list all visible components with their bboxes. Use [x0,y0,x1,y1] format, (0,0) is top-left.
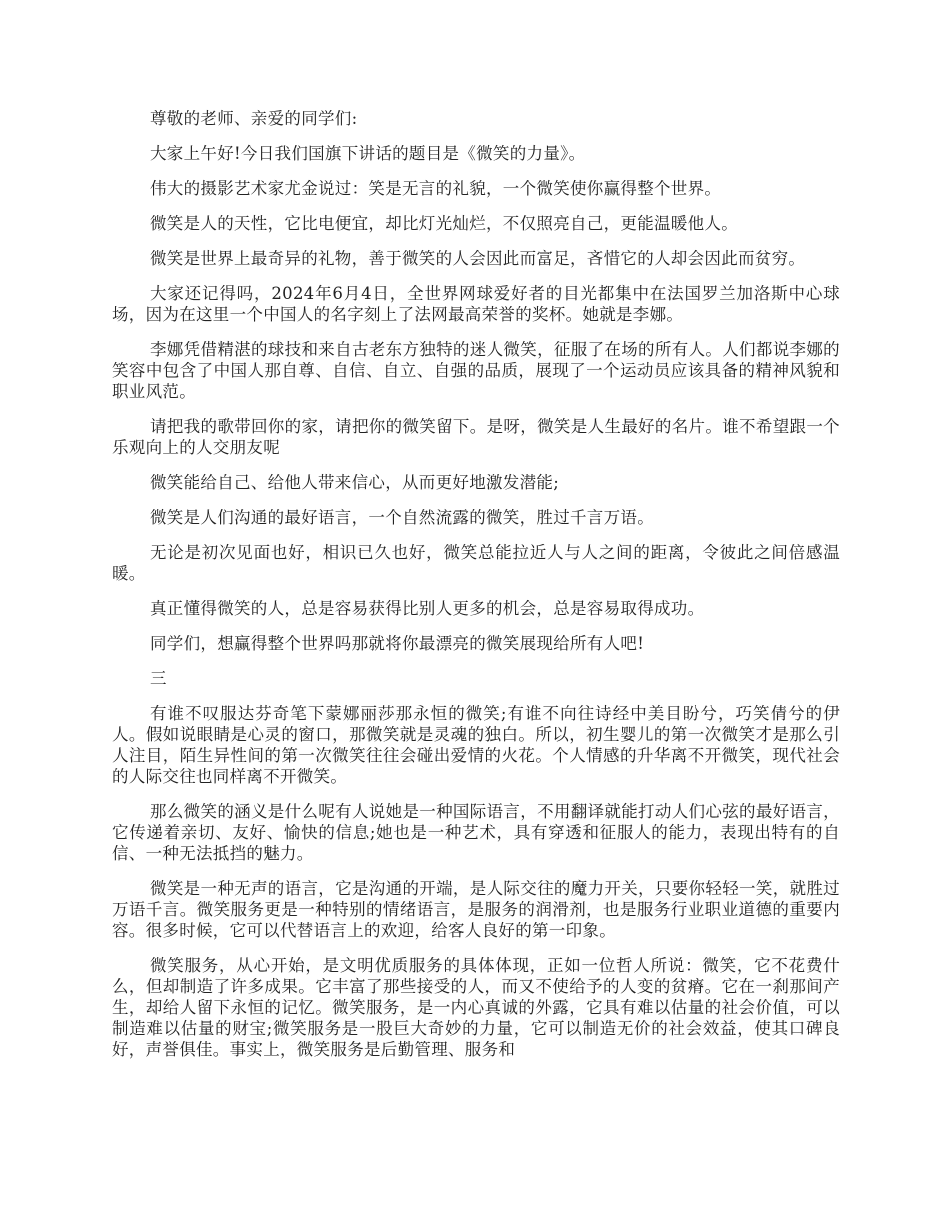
body-paragraph: 微笑是世界上最奇异的礼物，善于微笑的人会因此而富足，吝惜它的人却会因此而贫穷。 [150,249,806,268]
body-paragraph: 请把我的歌带回你的家，请把你的微笑留下。是呀，微笑是人生最好的名片。谁不希望跟一个乐观向上的人交朋友呢 [112,417,840,457]
body-paragraph: 微笑是一种无声的语言，它是沟通的开端，是人际交往的魔力开关，只要你轻轻一笑，就胜过万语千言。微笑服务更是一种特别的情绪语言，是服务的润滑剂，也是服务行业职业道德的重要内容。很多时候，它可以代替语言上的欢迎，给客人良好的第一印象。 [112,879,840,940]
body-paragraph: 李娜凭借精湛的球技和来自古老东方独特的迷人微笑，征服了在场的所有人。人们都说李娜的笑容中包含了中国人那自尊、自信、自立、自强的品质，展现了一个运动员应该具备的精神风貌和职业风范。 [112,340,840,401]
section-number: 三 [150,669,167,688]
body-paragraph: 大家还记得吗，2024年6月4日，全世界网球爱好者的目光都集中在法国罗兰加洛斯中心球场，因为在这里一个中国人的名字刻上了法网最高荣誉的奖杯。她就是李娜。 [112,284,840,324]
title-paragraph: 大家上午好!今日我们国旗下讲话的题目是《微笑的力量》。 [150,144,586,163]
body-paragraph: 真正懂得微笑的人，总是容易获得比别人更多的机会，总是容易取得成功。 [150,599,705,618]
body-paragraph: 同学们，想赢得整个世界吗那就将你最漂亮的微笑展现给所有人吧! [150,634,645,653]
body-paragraph: 无论是初次见面也好，相识已久也好，微笑总能拉近人与人之间的距离，令彼此之间倍感温暖。 [112,543,840,583]
document-body [112,108,840,1074]
body-paragraph: 微笑能给自己、给他人带来信心，从而更好地激发潜能; [150,473,560,492]
body-paragraph: 微笑服务，从心开始，是文明优质服务的具体体现，正如一位哲人所说：微笑，它不花费什么，但却制造了许多成果。它丰富了那些接受的人，而又不使给予的人变的贫瘠。它在一刹那间产生，却给人留下永恒的记忆。微笑服务，是一内心真诚的外露，它具有难以估量的社会价值，可以制造难以估量的财宝;微笑服务是一股巨大奇妙的力量，它可以制造无价的社会效益，使其口碑良好，声誉俱佳。事实上，微笑服务是后勤管理、服务和 [112,956,840,1059]
greeting-paragraph: 尊敬的老师、亲爱的同学们: [150,109,358,128]
body-paragraph: 微笑是人的天性，它比电便宜，却比灯光灿烂，不仅照亮自己，更能温暖他人。 [150,214,738,233]
body-paragraph: 那么微笑的涵义是什么呢有人说她是一种国际语言，不用翻译就能打动人们心弦的最好语言，它传递着亲切、友好、愉快的信息;她也是一种艺术，具有穿透和征服人的能力，表现出特有的自信、一种无法抵挡的魅力。 [112,802,840,863]
body-paragraph: 伟大的摄影艺术家尤金说过：笑是无言的礼貌，一个微笑使你赢得整个世界。 [150,179,722,198]
body-paragraph: 微笑是人们沟通的最好语言，一个自然流露的微笑，胜过千言万语。 [150,508,654,527]
body-paragraph: 有谁不叹服达芬奇笔下蒙娜丽莎那永恒的微笑;有谁不向往诗经中美目盼兮，巧笑倩兮的伊人。假如说眼睛是心灵的窗口，那微笑就是灵魂的独白。所以，初生婴儿的第一次微笑才是那么引人注目，陌生异性间的第一次微笑往往会碰出爱情的火花。个人情感的升华离不开微笑，现代社会的人际交往也同样离不开微笑。 [112,704,840,786]
